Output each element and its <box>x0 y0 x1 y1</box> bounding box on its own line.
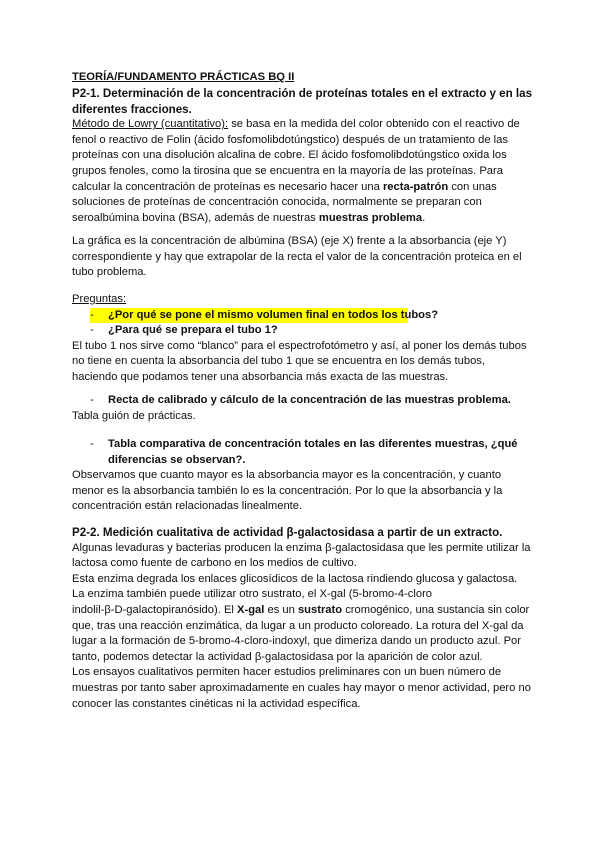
bullet-dash: - <box>90 394 94 406</box>
lowry-line1 <box>72 117 534 133</box>
preguntas-label: Preguntas: <box>72 293 127 305</box>
lowry-line5-a: calcular la concentración de proteínas es necesario hacer una <box>72 180 383 193</box>
lowry-line7-a: seroalbúmina bovina (BSA), además de nuestras <box>72 211 319 224</box>
p22-line11: conocer las constantes cinéticas ni la actividad específica. <box>72 697 361 710</box>
preguntas-section <box>72 292 534 386</box>
p22-line7: lugar a la formación de 5-bromo-4-cloro-indoxyl, que dimeriza dando un producto azul. Por <box>72 635 521 648</box>
p22-line6: que, tras una reacción enzimática, da lugar a un producto coloreado. La rotura del X-gal da <box>72 619 524 632</box>
question-4 <box>72 437 534 453</box>
grafica-line3: tubo problema. <box>72 266 147 279</box>
lowry-label: Método de Lowry (cuantitativo): <box>72 118 229 131</box>
question-4-cont <box>72 453 534 469</box>
p22-line5-e: cromogénico, una sustancia sin color <box>342 603 530 616</box>
bullet-dash: - <box>90 438 94 450</box>
xgal-term: X-gal <box>237 603 265 616</box>
question-1-text: ¿Por qué se pone el mismo volumen final en todos los tubos? <box>108 308 439 321</box>
lowry-line6: soluciones de proteínas de concentración conocida, normalmente se preparan con <box>72 196 482 209</box>
p21-heading-line1: P2-1. Determinación de la concentración de proteínas totales en el extracto y en las <box>72 87 533 100</box>
question-4-block <box>72 437 534 515</box>
question-3-block <box>72 393 534 424</box>
p22-line10: muestras por tanto saber aproximadamente en cuales hay mayor o menor actividad, pero no <box>72 681 531 694</box>
lowry-line3: proteínas con una disolución alcalina de cobre. El ácido fosfomolibdotúngstico oxida los <box>72 149 507 162</box>
p22-line1: Algunas levaduras y bacterias producen la enzima β-galactosidasa que les permite utilizar la <box>72 541 531 554</box>
answer-4-line3: concentración están relacionadas linealmente. <box>72 500 303 513</box>
p22-line2: lactosa como fuente de carbono en los medios de cultivo. <box>72 557 357 570</box>
lowry-line7-c: . <box>422 211 426 224</box>
lowry-line5-c: con unas <box>448 180 497 193</box>
lowry-line1-rest: se basa en la medida del color obtenido con el reactivo de <box>228 118 520 131</box>
question-3-text: Recta de calibrado y cálculo de la concentración de las muestras problema. <box>108 394 511 406</box>
grafica-paragraph <box>72 234 534 281</box>
lowry-line2: fenol o reactivo de Folin (ácido fosfomolibdotúngstico) después de un tratamiento de las <box>72 133 508 146</box>
sustrato-term: sustrato <box>297 603 343 616</box>
question-4-text-line2: diferencias se observan?. <box>108 453 246 466</box>
p22-line8: tanto, podemos detectar la actividad β-galactosidasa por la aparición de color azul. <box>72 650 483 663</box>
answer-2-line3: haciendo que podamos tener una absorbancia más exacta de las muestras. <box>72 370 449 383</box>
question-4-text-line1: Tabla comparativa de concentración totales en las diferentes muestras, ¿qué <box>108 438 518 450</box>
p22-section <box>72 525 534 712</box>
lowry-line4: grupos fenoles, como la tirosina que se encuentra en la mayoría de las proteínas. Para <box>72 164 503 177</box>
p22-line3: Esta enzima degrada los enlaces glicosídicos de la lactosa rindiendo glucosa y galactosa. <box>72 572 518 585</box>
recta-patron-term: recta-patrón <box>382 180 449 193</box>
question-2-text: ¿Para qué se prepara el tubo 1? <box>108 324 278 337</box>
answer-2-line1: El tubo 1 nos sirve como “blanco” para el espectrofotómetro y así, al poner los demás tubos <box>72 339 527 352</box>
answer-4-line1: Observamos que cuanto mayor es la absorbancia mayor es la concentración, y cuanto <box>72 469 502 482</box>
question-3 <box>72 393 534 409</box>
p21-section <box>72 86 534 226</box>
p22-heading: P2-2. Medición cualitativa de actividad β-galactosidasa a partir de un extracto. <box>72 526 503 539</box>
p21-heading-line2: diferentes fracciones. <box>72 102 192 116</box>
muestras-problema-term: muestras problema <box>318 211 423 224</box>
lowry-line5 <box>72 180 534 196</box>
question-2 <box>72 323 534 339</box>
lowry-line7 <box>72 211 534 227</box>
answer-3: Tabla guión de prácticas. <box>72 409 196 422</box>
p22-line9: Los ensayos cualitativos permiten hacer estudios preliminares con un buen número de <box>72 666 502 679</box>
bullet-dash: - <box>90 324 94 337</box>
grafica-line1: La gráfica es la concentración de albúmina (BSA) (eje X) frente a la absorbancia (eje Y) <box>72 235 507 247</box>
p22-line5 <box>72 603 534 619</box>
question-1 <box>72 308 534 324</box>
grafica-line2: correspondiente y hay que extrapolar de la recta el valor de la concentración proteica en el <box>72 250 522 263</box>
answer-2-line2: no tiene en cuenta la absorbancia del tubo 1 que se encuentra en los demás tubos, <box>72 355 485 368</box>
answer-4-line2: menor es la absorbancia también lo es la concentración. Por lo que la absorbancia y la <box>72 484 503 497</box>
doc-title-block <box>72 70 534 86</box>
p22-line5-c: es un <box>264 603 298 616</box>
p22-line5-a: indolil-β-D-galactopiranósido). El <box>72 603 237 616</box>
p22-line4: La enzima también puede utilizar otro sustrato, el X-gal (5-bromo-4-cloro <box>72 588 433 601</box>
bullet-dash: - <box>90 308 94 321</box>
doc-title: TEORÍA/FUNDAMENTO PRÁCTICAS BQ II <box>72 71 295 83</box>
